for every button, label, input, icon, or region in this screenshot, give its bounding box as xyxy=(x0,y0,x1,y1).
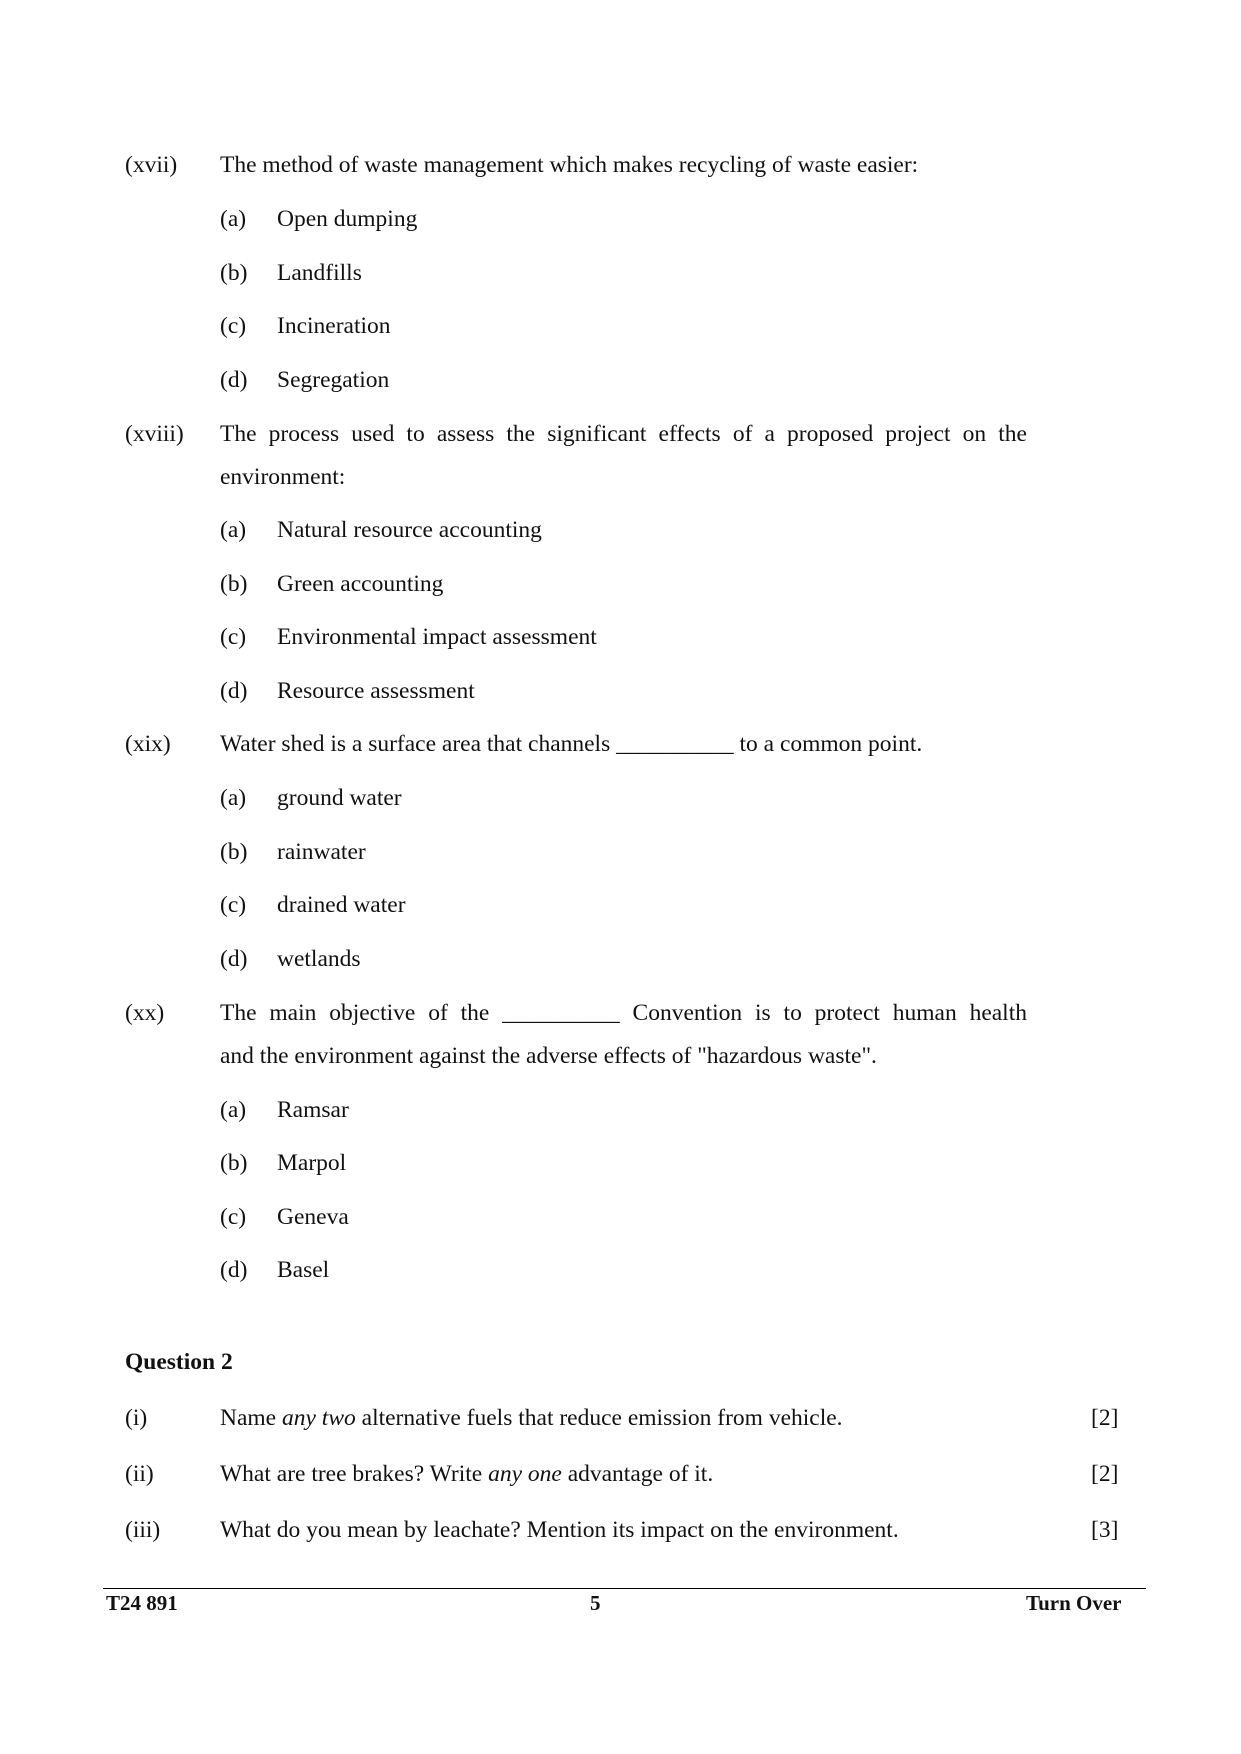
option-label: (a) xyxy=(220,1097,247,1123)
option-text: Natural resource accounting xyxy=(277,517,542,543)
question-text: The method of waste management which makes recycling of waste easier: xyxy=(220,152,919,178)
option-label: (a) xyxy=(220,785,247,811)
option-label: (b) xyxy=(220,1150,248,1176)
option-text: Green accounting xyxy=(277,571,444,597)
option-text: wetlands xyxy=(277,946,361,972)
marks-label: [2] xyxy=(1091,1461,1119,1487)
question-text-continued: environment: xyxy=(220,464,346,490)
option-text: Open dumping xyxy=(277,206,418,232)
option-label: (b) xyxy=(220,571,248,597)
subquestion-number: (i) xyxy=(125,1405,148,1431)
option-label: (d) xyxy=(220,678,248,704)
option-text: rainwater xyxy=(277,839,366,865)
option-text: Marpol xyxy=(277,1150,347,1176)
option-label: (d) xyxy=(220,367,248,393)
subquestion-text: Name any two alternative fuels that reduce emission from vehicle. xyxy=(220,1405,843,1431)
option-label: (d) xyxy=(220,1257,248,1283)
question-number: (xix) xyxy=(125,731,171,757)
option-text: Ramsar xyxy=(277,1097,349,1123)
page-number: 5 xyxy=(590,1591,601,1615)
option-text: Environmental impact assessment xyxy=(277,624,597,650)
option-text: Geneva xyxy=(277,1204,349,1230)
paper-code: T24 891 xyxy=(106,1591,178,1615)
question-text: The main objective of the __________ Convention is to protect human health xyxy=(220,1000,1027,1026)
question-text-continued: and the environment against the adverse effects of "hazardous waste". xyxy=(220,1043,877,1069)
option-label: (c) xyxy=(220,892,247,918)
subquestion-text: What are tree brakes? Write any one advantage of it. xyxy=(220,1461,714,1487)
option-text: Resource assessment xyxy=(277,678,475,704)
subquestion-number: (iii) xyxy=(125,1517,161,1543)
option-label: (d) xyxy=(220,946,248,972)
option-text: ground water xyxy=(277,785,402,811)
option-label: (c) xyxy=(220,1204,247,1230)
question-text: The process used to assess the significant effects of a proposed project on the xyxy=(220,421,1027,447)
option-label: (a) xyxy=(220,517,247,543)
subquestion-number: (ii) xyxy=(125,1461,154,1487)
marks-label: [3] xyxy=(1091,1517,1119,1543)
question-number: (xviii) xyxy=(125,421,184,447)
option-text: Basel xyxy=(277,1257,330,1283)
footer-rule xyxy=(103,1588,1146,1589)
question-heading: Question 2 xyxy=(125,1349,233,1375)
option-text: Landfills xyxy=(277,260,362,286)
option-label: (c) xyxy=(220,624,247,650)
question-number: (xvii) xyxy=(125,152,178,178)
option-text: Incineration xyxy=(277,313,391,339)
question-text: Water shed is a surface area that channels __________ to a common point. xyxy=(220,731,923,757)
turn-over-label: Turn Over xyxy=(1026,1591,1122,1615)
option-label: (a) xyxy=(220,206,247,232)
option-text: Segregation xyxy=(277,367,390,393)
subquestion-text: What do you mean by leachate? Mention its impact on the environment. xyxy=(220,1517,899,1543)
marks-label: [2] xyxy=(1091,1405,1119,1431)
question-number: (xx) xyxy=(125,1000,165,1026)
option-label: (b) xyxy=(220,260,248,286)
option-text: drained water xyxy=(277,892,406,918)
option-label: (c) xyxy=(220,313,247,339)
option-label: (b) xyxy=(220,839,248,865)
